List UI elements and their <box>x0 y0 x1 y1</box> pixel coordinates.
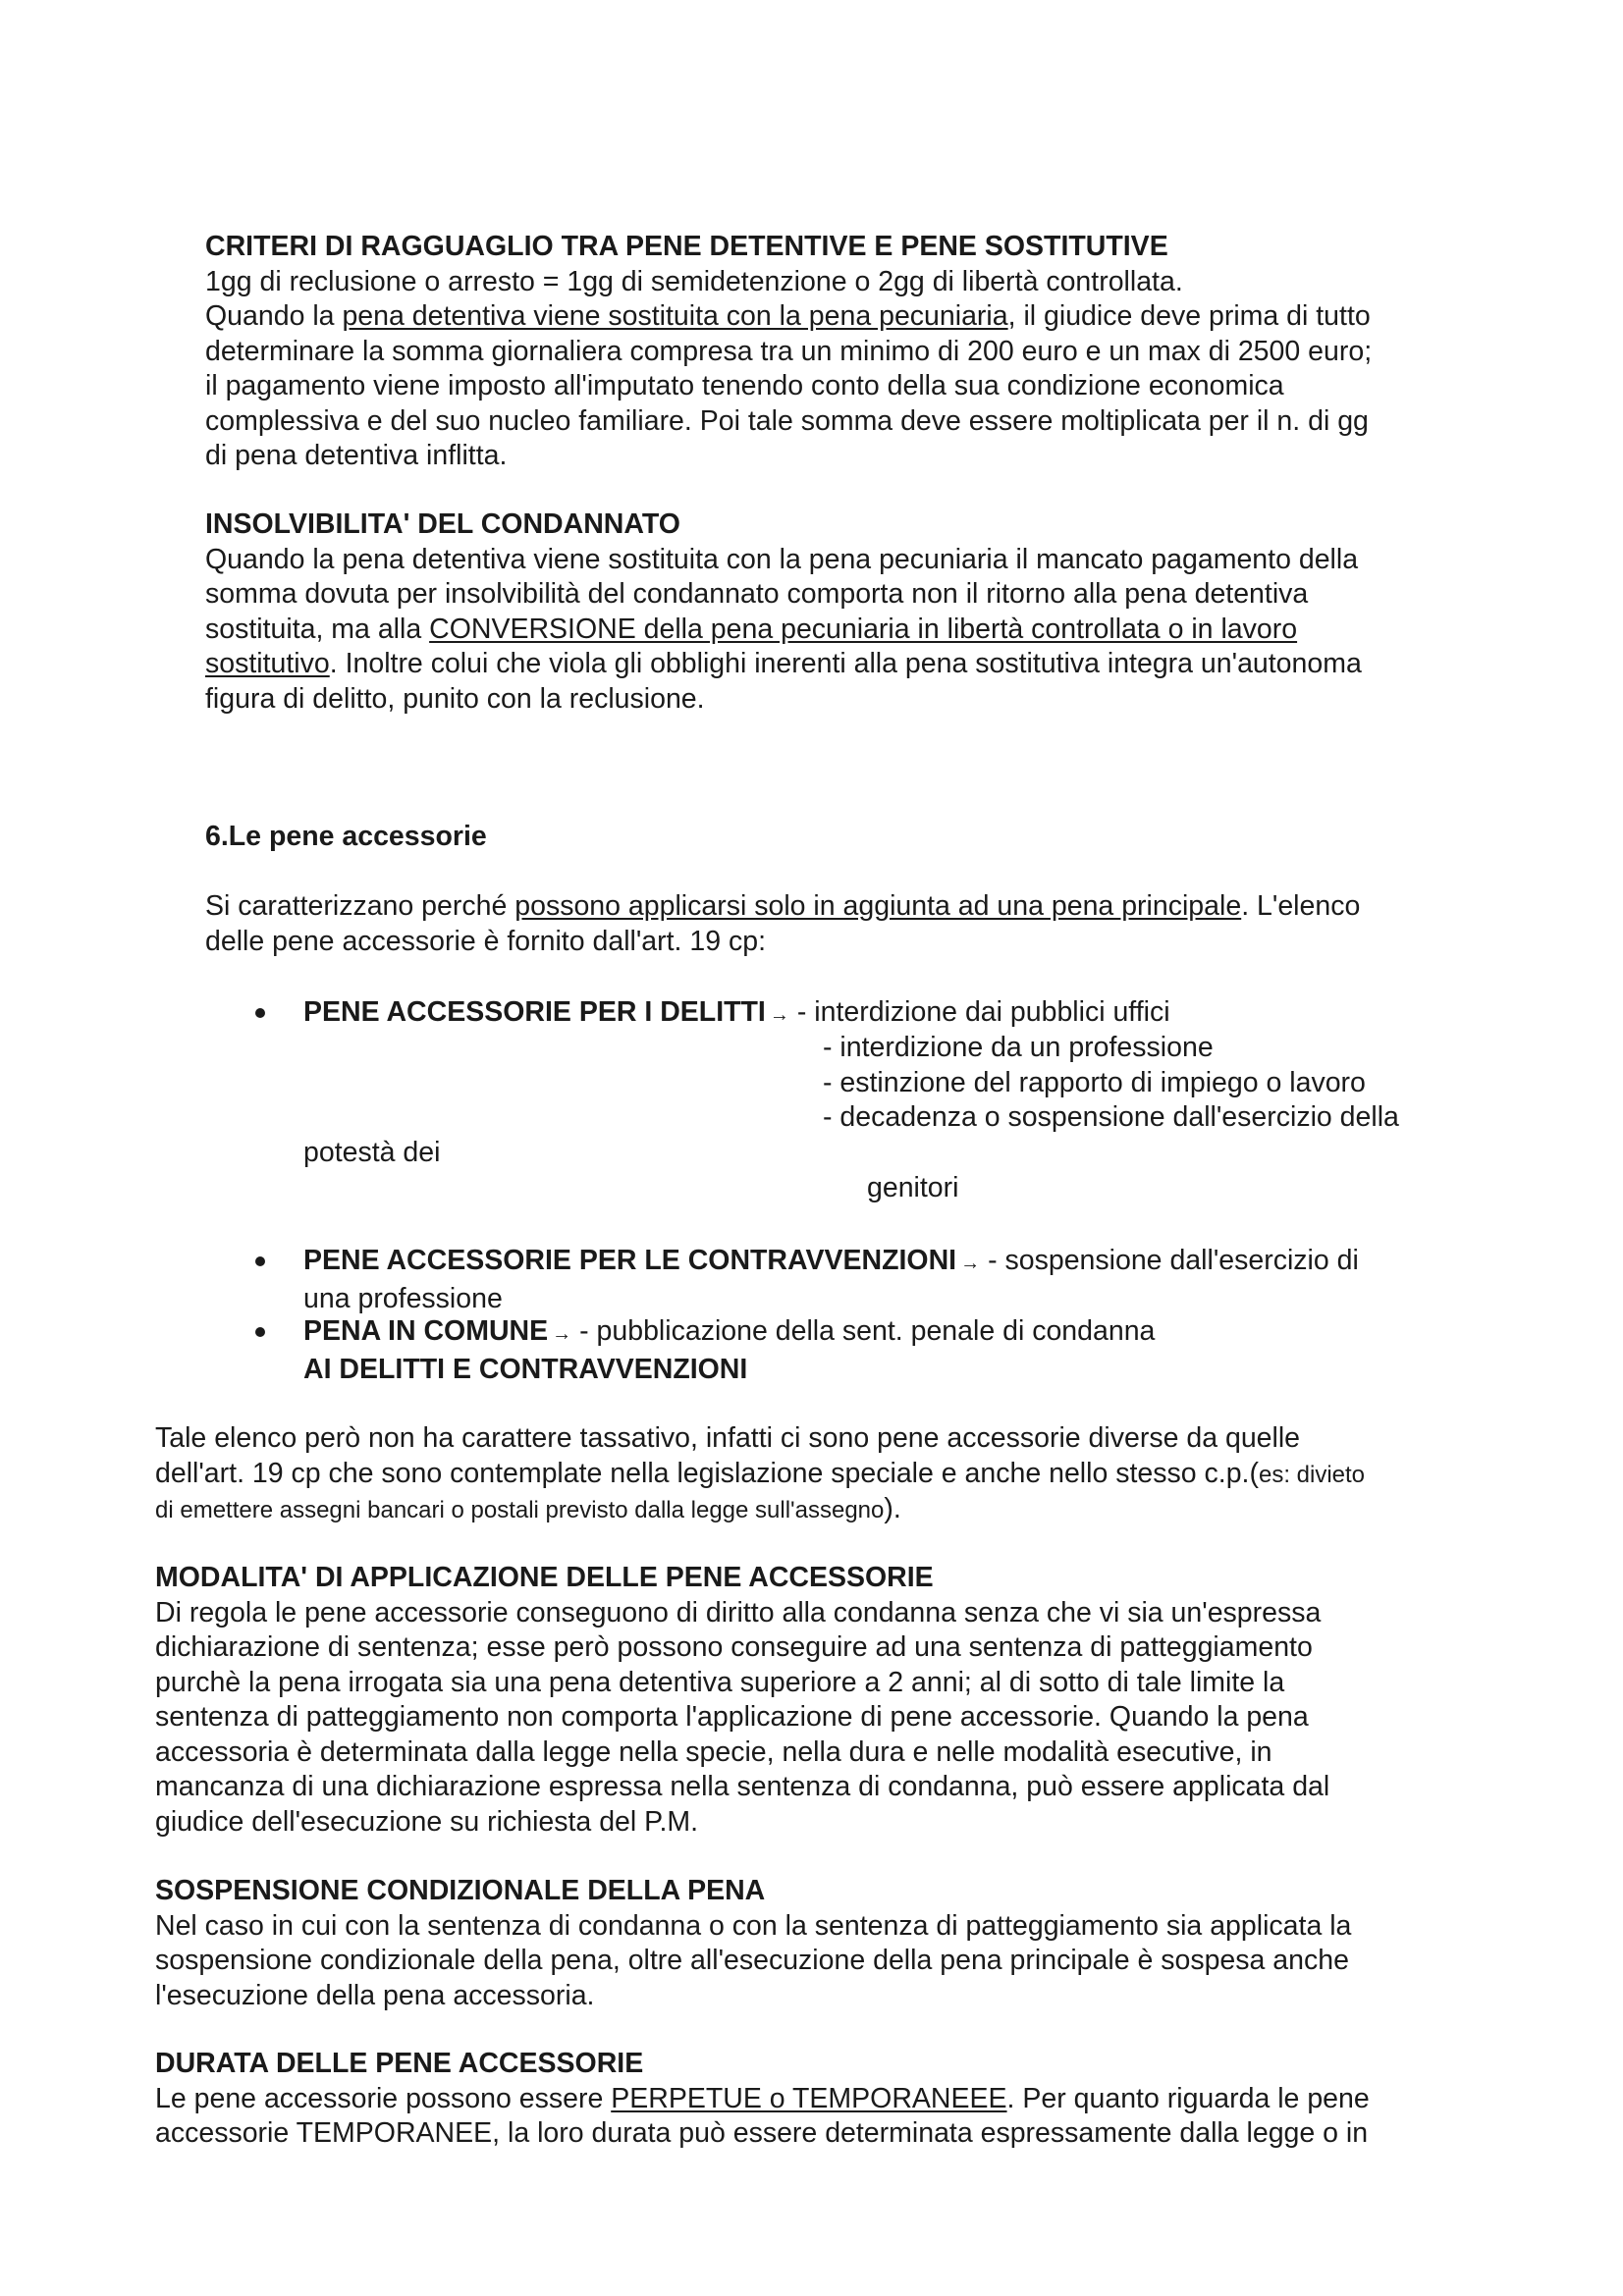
list-item-wrap: una professione <box>303 1282 503 1314</box>
list-item-comune <box>303 1314 1155 1387</box>
paragraph-line <box>205 647 1362 682</box>
paragraph-line: determinare la somma giornaliera compresa tra un minimo di 200 euro e un max di 2500 euro; <box>205 335 1373 367</box>
list-item-label: PENA IN COMUNE <box>303 1315 549 1347</box>
list-item-label: PENE ACCESSORIE PER LE CONTRAVVENZIONI <box>303 1245 957 1276</box>
text-run: , il giudice deve prima di tutto <box>1007 300 1371 332</box>
paragraph-line: 1gg di reclusione o arresto = 1gg di semidetenzione o 2gg di libertà controllata. <box>205 265 1183 297</box>
paragraph-line: di pena detentiva inflitta. <box>205 440 508 471</box>
paragraph-line: dichiarazione di sentenza; esse però possono conseguire ad una sentenza di patteggiamento <box>155 1631 1313 1663</box>
paragraph-line: Nel caso in cui con la sentenza di condanna o con la sentenza di patteggiamento sia applicata la <box>155 1909 1352 1942</box>
paragraph-line <box>155 1457 1365 1493</box>
underlined-text: possono applicarsi solo in aggiunta ad una pena principale <box>514 890 1242 922</box>
bullet-dot <box>255 1327 265 1337</box>
section-heading: MODALITA' DI APPLICAZIONE DELLE PENE ACCESSORIE <box>155 1562 934 1593</box>
paragraph-line: Tale elenco però non ha carattere tassativo, infatti ci sono pene accessorie diverse da quelle <box>155 1422 1301 1454</box>
paragraph-line: delle pene accessorie è fornito dall'art. 19 cp: <box>205 925 767 957</box>
small-text: es: divieto <box>1258 1461 1366 1488</box>
paragraph-line: l'esecuzione della pena accessoria. <box>155 1979 595 2011</box>
list-item-wrap: genitori <box>867 1172 959 1203</box>
bullet-dot <box>255 1256 265 1266</box>
text-run: dell'art. 19 cp che sono contemplate nella legislazione speciale e anche nello stesso c.p.( <box>155 1457 1259 1489</box>
section-heading: INSOLVIBILITA' DEL CONDANNATO <box>205 508 680 540</box>
list-item-label: PENE ACCESSORIE PER I DELITTI <box>303 996 766 1028</box>
paragraph-line <box>205 613 1362 648</box>
text-run: Quando la <box>205 300 343 332</box>
list-item-text: - sospensione dall'esercizio di <box>988 1245 1359 1276</box>
text-run: . Per quanto riguarda le pene <box>1006 2082 1370 2114</box>
elenco-paragraph <box>155 1421 1365 1528</box>
underlined-text: CONVERSIONE della pena pecuniaria in libertà controllata o in lavoro <box>429 613 1298 645</box>
list-sub-item: - interdizione dai pubblici uffici <box>796 996 1170 1028</box>
paragraph-line: Quando la pena detentiva viene sostituita con la pena pecuniaria il mancato pagamento della <box>205 543 1359 575</box>
section-heading: CRITERI DI RAGGUAGLIO TRA PENE DETENTIVE E PENE SOSTITUTIVE <box>205 231 1168 262</box>
paragraph-line: purchè la pena irrogata sia una pena detentiva superiore a 2 anni; al di sotto di tale limite la <box>155 1666 1285 1698</box>
paragraph-line: figura di delitto, punito con la reclusione. <box>205 682 705 715</box>
paragraph-line: sospensione condizionale della pena, oltre all'esecuzione della pena principale è sospesa anche <box>155 1945 1349 1976</box>
paragraph-line: somma dovuta per insolvibilità del condannato comporta non il ritorno alla pena detentiva <box>205 578 1309 610</box>
paragraph-line: sentenza di patteggiamento non comporta l'applicazione di pene accessorie. Quando la pena <box>155 1701 1309 1733</box>
text-run: . Inoltre colui che viola gli obblighi inerenti alla pena sostitutiva integra un'autonoma <box>329 648 1362 679</box>
bullet-dot <box>255 1008 265 1018</box>
underlined-text: PERPETUE o TEMPORANEEE <box>611 2082 1007 2114</box>
section-insolvibilita <box>205 507 1362 717</box>
list-sub-items <box>823 1031 1399 1136</box>
chapter-heading: 6.Le pene accessorie <box>205 821 487 852</box>
paragraph-line: il pagamento viene imposto all'imputato tenendo conto della sua condizione economica <box>205 370 1284 401</box>
paragraph-line: accessoria è determinata dalla legge nella specie, nella dura e nelle modalità esecutive, in <box>155 1735 1272 1768</box>
text-run: Si caratterizzano perché <box>205 890 515 922</box>
list-item-line <box>303 1244 1359 1282</box>
paragraph-line: complessiva e del suo nucleo familiare. Poi tale somma deve essere moltiplicata per il n. di gg <box>205 404 1369 437</box>
underlined-text: pena detentiva viene sostituita con la pena pecuniaria <box>342 300 1008 332</box>
list-sub-item: - decadenza o sospensione dall'esercizio della <box>823 1101 1399 1133</box>
list-item-wrap: potestà dei <box>303 1137 441 1168</box>
list-item-line <box>303 1314 1155 1353</box>
section-heading: SOSPENSIONE CONDIZIONALE DELLA PENA <box>155 1875 766 1906</box>
paragraph-line: accessorie TEMPORANEE, la loro durata può essere determinata espressamente dalla legge o in <box>155 2117 1369 2149</box>
section-heading: DURATA DELLE PENE ACCESSORIE <box>155 2048 644 2079</box>
list-item-contravvenzioni <box>303 1244 1359 1316</box>
paragraph-line <box>205 889 1360 925</box>
list-sub-item: - estinzione del rapporto di impiego o lavoro <box>823 1066 1366 1098</box>
section-sospensione <box>155 1874 1351 2013</box>
section-modalita <box>155 1561 1329 1840</box>
arrow-icon: → <box>552 1323 572 1345</box>
list-item-wrap: AI DELITTI E CONTRAVVENZIONI <box>303 1353 748 1385</box>
text-run: sostituita, ma alla <box>205 613 430 645</box>
paragraph-line: giudice dell'esecuzione su richiesta del P.M. <box>155 1805 699 1838</box>
arrow-icon: → <box>769 1004 789 1026</box>
list-sub-item: - interdizione da un professione <box>823 1032 1214 1063</box>
list-item-delitti <box>303 995 1170 1034</box>
paragraph-line <box>155 1492 1365 1528</box>
small-text: di emettere assegni bancari o postali previsto dalla legge sull'assegno <box>155 1497 885 1523</box>
paragraph-line: mancanza di una dichiarazione espressa nella sentenza di condanna, può essere applicata dal <box>155 1771 1330 1802</box>
text-run: . L'elenco <box>1241 890 1361 922</box>
text-run: ). <box>884 1493 901 1524</box>
paragraph-line <box>205 299 1372 335</box>
underlined-text: sostitutivo <box>205 648 330 679</box>
text-run: Le pene accessorie possono essere <box>155 2082 612 2114</box>
section-criteri <box>205 230 1372 474</box>
arrow-icon: → <box>960 1253 981 1274</box>
intro-paragraph <box>205 889 1360 959</box>
section-durata <box>155 2047 1370 2152</box>
paragraph-line: Di regola le pene accessorie conseguono di diritto alla condanna senza che vi sia un'espressa <box>155 1596 1322 1629</box>
paragraph-line <box>155 2082 1370 2117</box>
list-item-text: - pubblicazione della sent. penale di condanna <box>579 1315 1156 1347</box>
